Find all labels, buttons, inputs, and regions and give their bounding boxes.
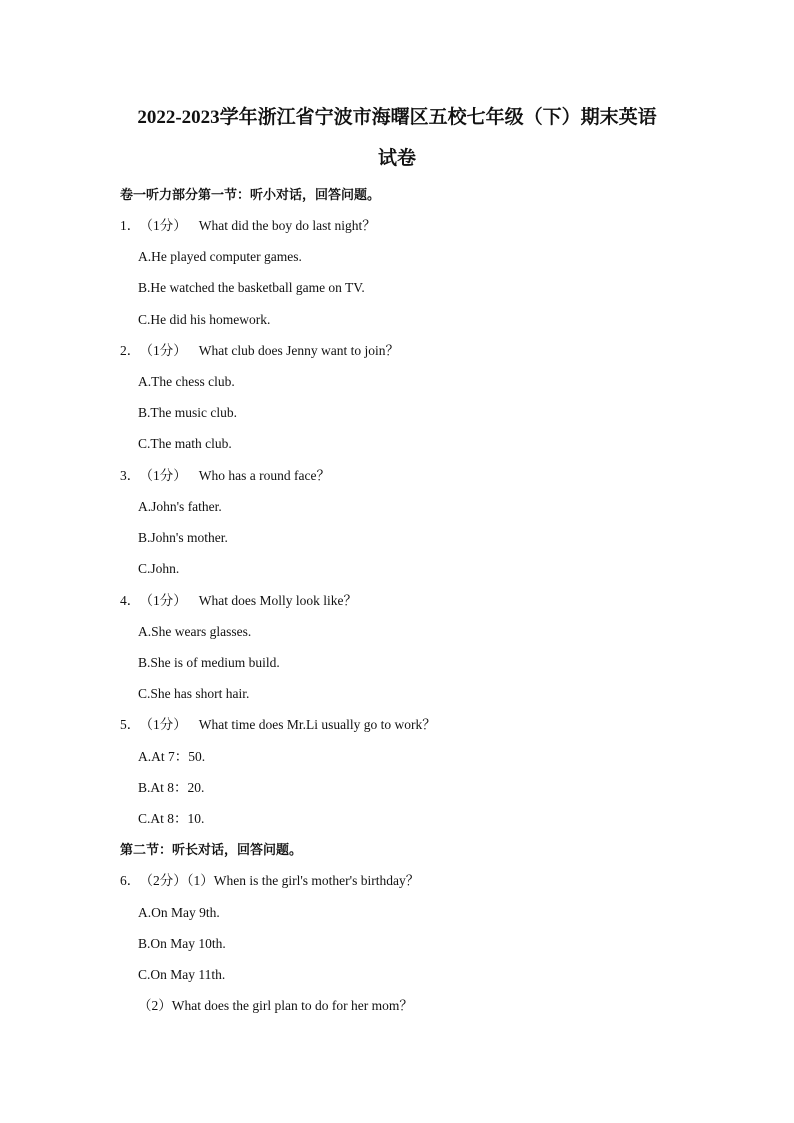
question-number: 5．	[120, 717, 141, 732]
question-text: Who has a round face？	[198, 468, 330, 483]
question-score: （1分）	[146, 717, 187, 732]
page-title-continued: 试卷	[377, 148, 416, 169]
question-6	[120, 872, 419, 890]
question-6-option-b: B.On May 10th.	[138, 936, 226, 951]
question-score: （2分）	[146, 873, 187, 888]
question-text: What does Molly look like？	[198, 593, 357, 608]
question-3	[120, 467, 330, 485]
question-3-option-b: B.John's mother.	[138, 530, 228, 545]
question-score: （1分）	[146, 468, 187, 483]
question-6-option-c: C.On May 11th.	[138, 967, 226, 982]
question-1	[120, 217, 376, 235]
question-text: （1）When is the girl's mother's birthday？	[186, 873, 420, 888]
question-3-option-a: A.John's father.	[138, 499, 222, 514]
question-number: 6．	[120, 873, 141, 888]
page-title: 2022-2023学年浙江省宁波市海曙区五校七年级（下）期末英语	[137, 107, 657, 128]
question-2-option-c: C.The math club.	[138, 436, 232, 451]
question-6-subquestion-2: （2）What does the girl plan to do for her mom？	[138, 998, 413, 1013]
question-4-option-a: A.She wears glasses.	[138, 624, 252, 639]
question-5-option-a: A.At 7：50.	[138, 749, 206, 764]
question-number: 3．	[120, 468, 141, 483]
section-heading-part2: 第二节：听长对话，回答问题。	[120, 842, 303, 857]
question-number: 1．	[120, 218, 141, 233]
question-number: 2．	[120, 343, 141, 358]
question-2	[120, 342, 399, 360]
question-text: What did the boy do last night？	[198, 218, 376, 233]
question-6-option-a: A.On May 9th.	[138, 905, 220, 920]
question-score: （1分）	[146, 593, 187, 608]
question-2-option-a: A.The chess club.	[138, 374, 235, 389]
question-1-option-b: B.He watched the basketball game on TV.	[138, 280, 365, 295]
question-4-option-b: B.She is of medium build.	[138, 655, 280, 670]
question-score: （1分）	[146, 218, 187, 233]
section-heading-part1: 卷一听力部分第一节：听小对话，回答问题。	[120, 187, 381, 202]
question-number: 4．	[120, 593, 141, 608]
question-text: What club does Jenny want to join？	[198, 343, 399, 358]
question-5-option-c: C.At 8：10.	[138, 811, 205, 826]
question-3-option-c: C.John.	[138, 561, 180, 576]
question-2-option-b: B.The music club.	[138, 405, 237, 420]
question-1-option-a: A.He played computer games.	[138, 249, 302, 264]
question-1-option-c: C.He did his homework.	[138, 312, 271, 327]
question-text: What time does Mr.Li usually go to work？	[198, 717, 436, 732]
question-5	[120, 716, 436, 734]
question-5-option-b: B.At 8：20.	[138, 780, 205, 795]
question-score: （1分）	[146, 343, 187, 358]
question-4-option-c: C.She has short hair.	[138, 686, 250, 701]
question-4	[120, 592, 357, 610]
